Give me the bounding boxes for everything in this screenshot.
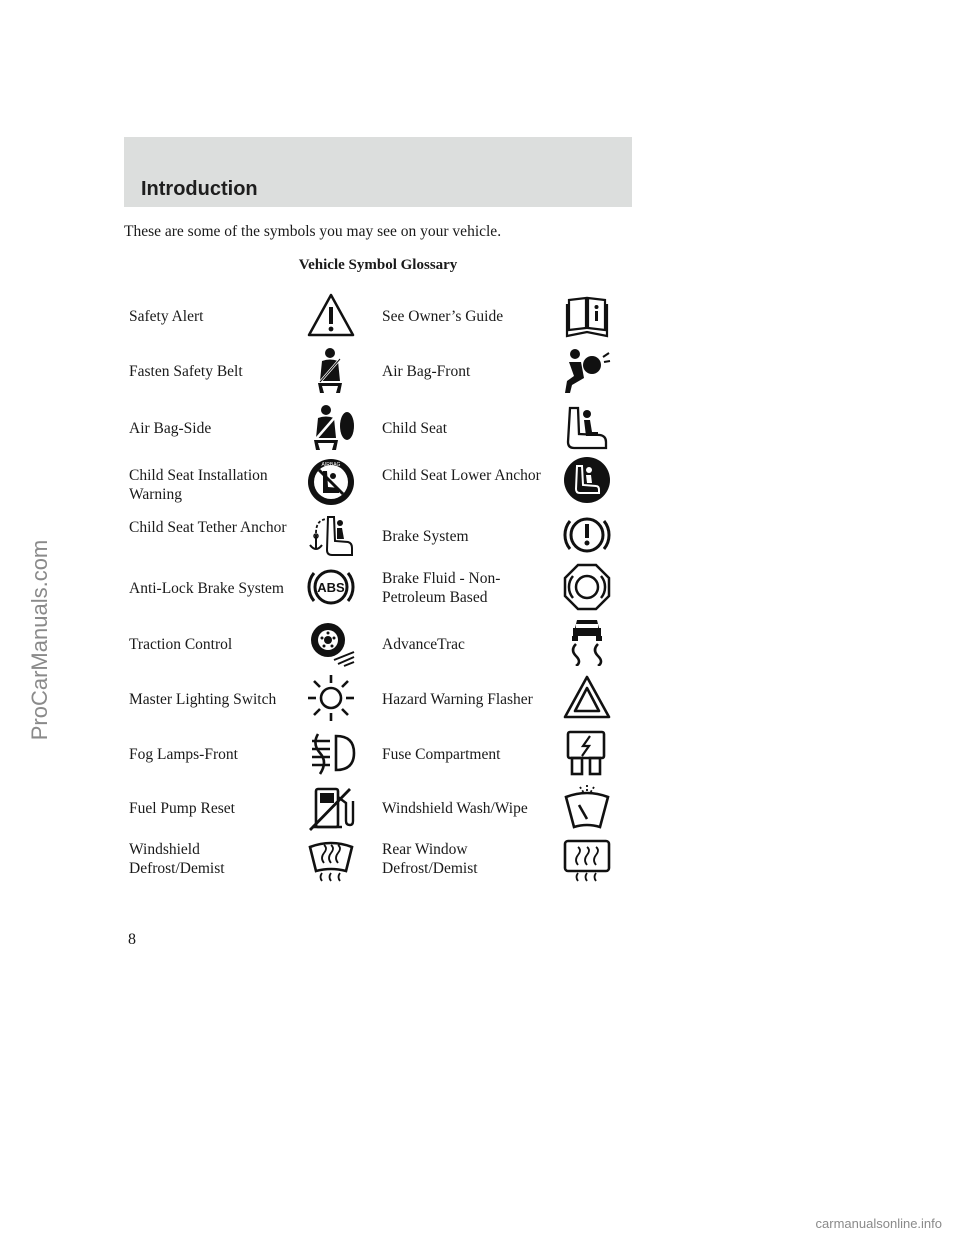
symbol-label: Brake Fluid - Non-Petroleum Based <box>382 570 501 606</box>
intro-paragraph: These are some of the symbols you may see on your vehicle. <box>124 223 502 240</box>
seat-belt-icon <box>306 345 356 395</box>
symbol-label: Safety Alert <box>129 308 204 325</box>
windshield-wash-wipe-icon <box>562 783 612 833</box>
page-number: 8 <box>128 931 136 948</box>
symbol-label: Master Lighting Switch <box>129 691 277 708</box>
symbol-label: Child Seat Lower Anchor <box>382 467 541 484</box>
symbol-label: Child Seat Installation Warning <box>129 467 268 503</box>
symbol-label: Rear Window Defrost/Demist <box>382 841 478 877</box>
windshield-defrost-icon <box>306 833 356 883</box>
symbol-label: Fog Lamps-Front <box>129 746 238 763</box>
traction-control-icon <box>306 618 356 668</box>
abs-icon <box>306 562 356 612</box>
glossary-title: Vehicle Symbol Glossary <box>298 257 458 273</box>
symbol-label: AdvanceTrac <box>382 636 465 653</box>
symbol-label: Traction Control <box>129 636 233 653</box>
brake-system-icon <box>562 510 612 560</box>
rear-window-defrost-icon <box>562 833 612 883</box>
child-seat-lower-anchor-icon <box>562 455 612 505</box>
advancetrac-icon <box>562 616 612 666</box>
brake-fluid-icon <box>562 562 612 612</box>
fuel-pump-reset-icon <box>306 783 356 833</box>
symbol-label: See Owner’s Guide <box>382 308 504 325</box>
symbol-label: Fuse Compartment <box>382 746 501 763</box>
symbol-label: Fasten Safety Belt <box>129 363 243 380</box>
section-title: Introduction <box>141 178 258 200</box>
symbol-label: Child Seat Tether Anchor <box>129 519 287 536</box>
symbol-label: Child Seat <box>382 420 448 437</box>
symbol-label: Windshield Defrost/Demist <box>129 841 225 877</box>
fuse-compartment-icon <box>562 728 612 778</box>
child-seat-icon <box>562 402 612 452</box>
symbol-label: Air Bag-Side <box>129 420 212 437</box>
front-airbag-icon <box>562 345 612 395</box>
svg-text:ABS: ABS <box>317 580 345 595</box>
symbol-label: Anti-Lock Brake System <box>129 580 284 597</box>
child-seat-installation-warning-icon <box>306 457 356 507</box>
child-seat-tether-anchor-icon <box>306 511 356 561</box>
symbol-label: Brake System <box>382 528 469 545</box>
symbol-label: Hazard Warning Flasher <box>382 691 533 708</box>
hazard-warning-icon <box>562 673 612 723</box>
bottom-watermark: carmanualsonline.info <box>815 1216 942 1231</box>
master-lighting-switch-icon <box>306 673 356 723</box>
side-watermark: ProCarManuals.com <box>27 539 52 741</box>
side-airbag-icon <box>306 402 356 452</box>
svg-text:AIRBAG: AIRBAG <box>321 462 341 468</box>
owners-guide-book-icon <box>562 290 612 340</box>
symbol-label: Fuel Pump Reset <box>129 800 235 817</box>
symbol-label: Air Bag-Front <box>382 363 471 380</box>
symbol-label: Windshield Wash/Wipe <box>382 800 528 817</box>
front-fog-lamps-icon <box>306 728 356 778</box>
warning-triangle-icon <box>306 290 356 340</box>
